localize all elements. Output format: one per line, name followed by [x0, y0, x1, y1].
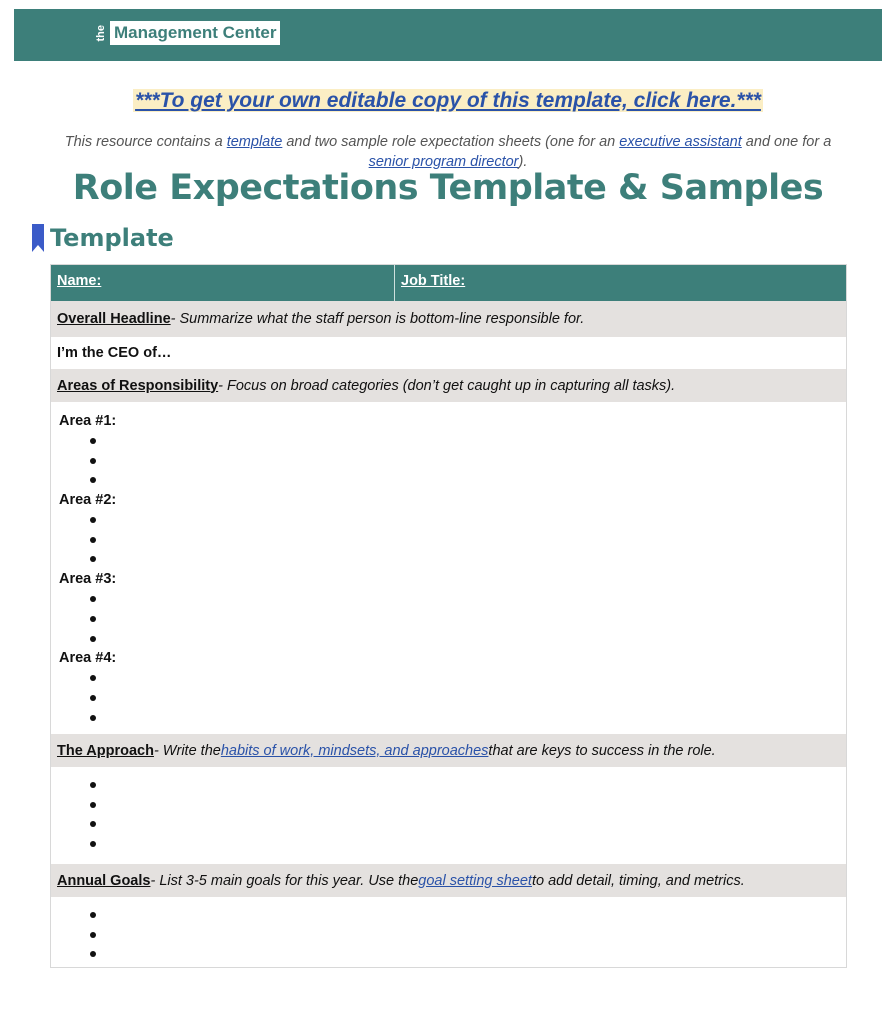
area-3-label: Area #3: — [59, 571, 117, 588]
template-link[interactable]: template — [226, 134, 283, 150]
list-item — [59, 470, 838, 490]
intro-paragraph — [50, 132, 846, 172]
list-item — [59, 708, 838, 728]
editable-copy-callout — [0, 89, 896, 113]
approach-body[interactable] — [51, 767, 846, 864]
overall-headline-desc: - Summarize what the staff person is bottom-line responsible for. — [170, 311, 585, 327]
approach-desc-2: that are keys to success in the role. — [488, 742, 716, 759]
annual-goals-label: Annual Goals — [57, 872, 151, 889]
list-item — [59, 944, 838, 964]
annual-goals-desc-1: - List 3-5 main goals for this year. Use the — [150, 872, 419, 889]
page-title: Role Expectations Template & Samples — [72, 168, 824, 208]
areas-row — [51, 369, 846, 402]
ceo-text: I’m the CEO of… — [57, 345, 172, 361]
annual-goals-desc-2: to add detail, timing, and metrics. — [531, 872, 745, 889]
section-title: Template — [50, 224, 174, 252]
intro-text-4: ). — [518, 154, 528, 170]
intro-text-2: and two sample role expectation sheets (one for an — [282, 134, 620, 150]
senior-program-director-link[interactable]: senior program director — [368, 154, 519, 170]
annual-goals-row — [51, 864, 846, 897]
list-item — [59, 775, 838, 795]
list-item — [59, 668, 838, 688]
overall-headline-body[interactable] — [51, 337, 846, 369]
list-item — [59, 431, 838, 451]
list-item — [59, 510, 838, 530]
area-2-label: Area #2: — [59, 492, 117, 509]
goal-setting-sheet-link[interactable]: goal setting sheet — [418, 872, 532, 889]
areas-desc: - Focus on broad categories (don’t get caught up in capturing all tasks). — [218, 377, 676, 394]
intro-text-3: and one for a — [741, 134, 832, 150]
approach-label: The Approach — [57, 742, 154, 759]
editable-copy-link[interactable]: ***To get your own editable copy of this template, click here.*** — [135, 89, 761, 112]
bookmark-icon — [32, 224, 44, 252]
list-item — [59, 549, 838, 569]
overall-headline-label: Overall Headline — [57, 311, 171, 327]
area-1-label: Area #1: — [59, 413, 117, 429]
list-item — [59, 834, 838, 854]
header-banner — [14, 9, 882, 61]
list-item — [59, 451, 838, 471]
intro-text-1: This resource contains a — [64, 134, 227, 150]
name-header[interactable]: Name: — [51, 265, 395, 301]
list-item — [59, 609, 838, 629]
annual-goals-body[interactable] — [51, 897, 846, 967]
list-item — [59, 795, 838, 815]
executive-assistant-link[interactable]: executive assistant — [619, 134, 742, 150]
list-item — [59, 925, 838, 945]
habits-of-work-link[interactable]: habits of work, mindsets, and approaches — [220, 742, 489, 759]
template-section-heading — [32, 224, 174, 252]
list-item — [59, 530, 838, 550]
approach-desc-1: - Write the — [153, 742, 221, 759]
approach-row — [51, 734, 846, 767]
areas-body[interactable] — [51, 402, 846, 734]
role-expectations-table — [50, 264, 847, 968]
list-item — [59, 629, 838, 649]
logo-name: Management Center — [110, 21, 280, 45]
table-header-row — [51, 265, 846, 301]
list-item — [59, 688, 838, 708]
management-center-logo[interactable] — [96, 21, 280, 45]
list-item — [59, 905, 838, 925]
job-title-header[interactable]: Job Title: — [401, 273, 466, 289]
logo-prefix: the — [95, 24, 107, 42]
areas-label: Areas of Responsibility — [57, 377, 219, 394]
list-item — [59, 589, 838, 609]
overall-headline-row — [51, 301, 846, 337]
list-item — [59, 814, 838, 834]
area-4-label: Area #4: — [59, 650, 117, 667]
